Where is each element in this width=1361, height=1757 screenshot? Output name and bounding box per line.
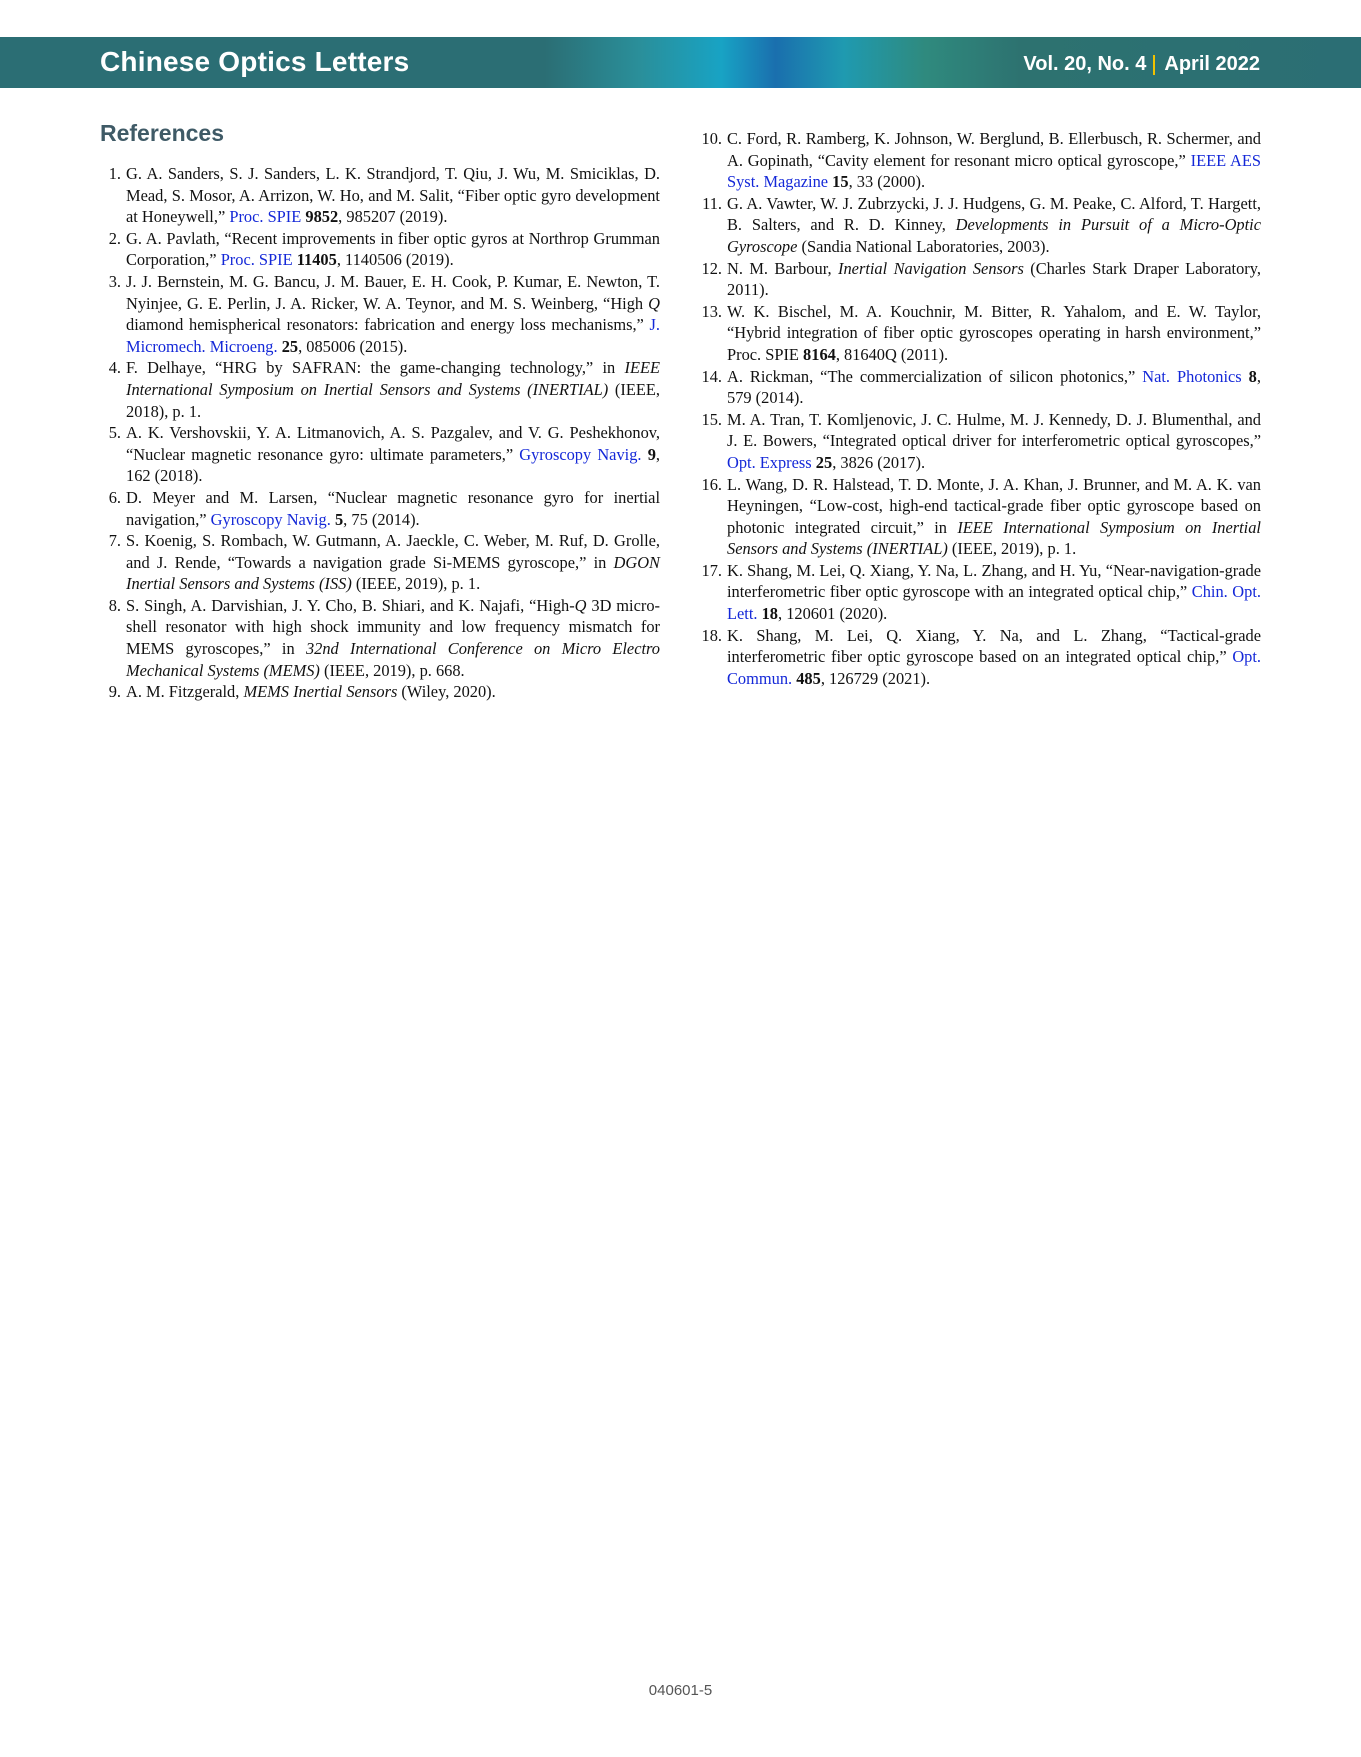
reference-text: A. M. Fitzgerald,: [126, 682, 244, 702]
reference-number: 16.: [701, 474, 722, 494]
reference-text: , 085006 (2015).: [298, 336, 408, 356]
reference-text: , 75 (2014).: [343, 509, 420, 529]
volume-number: 485: [796, 668, 821, 688]
journal-title: Chinese Optics Letters: [100, 46, 410, 77]
reference-text: G. A. Pavlath, “Recent improvements in fiber optic gyros at Northrop Grumman Corporation,”: [126, 228, 660, 270]
journal-link[interactable]: Nat. Photonics: [1142, 366, 1242, 386]
reference-number: 7.: [108, 531, 121, 551]
reference-text: (Wiley, 2020).: [397, 682, 496, 702]
volume-number: 11405: [296, 250, 337, 270]
reference-number: 4.: [108, 358, 121, 378]
reference-text: , 33 (2000).: [848, 172, 926, 192]
reference-text: , 162 (2018).: [126, 444, 660, 486]
italic-text: Q: [648, 293, 660, 313]
reference-number: 12.: [701, 258, 722, 278]
italic-text: MEMS Inertial Sensors: [243, 682, 398, 702]
reference-text: (IEEE, 2019), p. 1.: [947, 539, 1077, 559]
reference-number: 3.: [108, 271, 121, 291]
journal-link[interactable]: Proc. SPIE: [220, 250, 293, 270]
reference-number: 2.: [108, 228, 121, 248]
volume-number: 25: [815, 452, 833, 472]
volume-number: 9: [647, 444, 656, 464]
volume-number: 5: [334, 509, 344, 529]
reference-item: [697, 128, 1261, 193]
reference-number: 15.: [701, 409, 722, 429]
reference-text: A. Rickman, “The commercialization of silicon photonics,”: [727, 366, 1143, 386]
references-right-column: [697, 128, 1261, 689]
reference-text: , 126729 (2021).: [820, 668, 931, 688]
reference-number: 8.: [108, 595, 121, 615]
reference-text: K. Shang, M. Lei, Q. Xiang, Y. Na, L. Zhang, and H. Yu, “Near-navigation-grade interferometric fiber optic gyroscope with an integrated optical chip,”: [727, 560, 1261, 602]
reference-text: diamond hemispherical resonators: fabrication and energy loss mechanisms,”: [126, 315, 650, 335]
reference-item: [697, 560, 1261, 625]
reference-text: , 81640Q (2011).: [835, 344, 949, 364]
journal-link[interactable]: IEEE AES Syst. Magazine: [727, 150, 1261, 192]
reference-text: (IEEE, 2019), p. 1.: [351, 574, 481, 594]
section-title: References: [100, 120, 225, 146]
volume-number: 9852: [305, 207, 339, 227]
italic-text: IEEE International Symposium on Inertial Sensors and Systems (INERTIAL): [126, 358, 660, 399]
reference-text: M. A. Tran, T. Komljenovic, J. C. Hulme, M. J. Kennedy, D. J. Blumenthal, and J. E. Bowers, “Integrated optical driver for interferometric optical gyroscopes,”: [727, 409, 1261, 451]
reference-item: [100, 681, 660, 703]
reference-item: [100, 595, 660, 681]
reference-text: , 985207 (2019).: [338, 207, 448, 227]
reference-number: 5.: [108, 423, 121, 443]
reference-item: [100, 271, 660, 357]
volume-number: 25: [281, 336, 299, 356]
issue-separator: [1153, 55, 1155, 75]
reference-text: W. K. Bischel, M. A. Kouchnir, M. Bitter, R. Yahalom, and E. W. Taylor, “Hybrid integration of fiber optic gyroscopes operating in harsh environment,” Proc. SPIE: [727, 301, 1261, 364]
italic-text: DGON Inertial Sensors and Systems (ISS): [126, 552, 660, 594]
reference-text: C. Ford, R. Ramberg, K. Johnson, W. Berglund, B. Ellerbusch, R. Schermer, and A. Gopinath, “Cavity element for resonant micro optical gyroscope,”: [727, 129, 1261, 170]
reference-text: (IEEE, 2018), p. 1.: [126, 379, 660, 421]
reference-item: [100, 163, 660, 228]
reference-number: 10.: [701, 129, 722, 148]
journal-link[interactable]: Opt. Commun.: [727, 647, 1261, 688]
reference-text: S. Koenig, S. Rombach, W. Gutmann, A. Jaeckle, C. Weber, M. Ruf, D. Grolle, and J. Rende, “Towards a navigation grade Si-MEMS gyroscope,” in: [126, 531, 660, 572]
italic-text: Q: [574, 595, 587, 615]
volume-number: 8: [1248, 366, 1257, 386]
reference-number: 17.: [701, 560, 722, 580]
reference-number: 1.: [108, 164, 121, 183]
references-left-column: [100, 163, 660, 703]
reference-text: , 3826 (2017).: [832, 452, 926, 472]
reference-item: [697, 474, 1261, 560]
journal-link[interactable]: Gyroscopy Navig.: [210, 509, 331, 529]
reference-text: G. A. Sanders, S. J. Sanders, L. K. Strandjord, T. Qiu, J. Wu, M. Smiciklas, D. Mead, S. Mosor, A. Arrizon, W. Ho, and M. Salit, “Fiber optic gyro development at Honeywell,”: [126, 164, 660, 227]
reference-text: K. Shang, M. Lei, Q. Xiang, Y. Na, and L. Zhang, “Tactical-grade interferometric fiber optic gyroscope based on an integrated optical chip,”: [727, 625, 1261, 667]
reference-item: [697, 301, 1261, 366]
reference-text: (Charles Stark Draper Laboratory, 2011).: [727, 258, 1261, 300]
reference-text: L. Wang, D. R. Halstead, T. D. Monte, J. A. Khan, J. Brunner, and M. A. K. van Heyningen, “Low-cost, high-end tactical-grade fiber optic gyroscope based on photonic integrated circuit,” in: [727, 474, 1261, 537]
reference-text: N. M. Barbour,: [727, 258, 839, 278]
reference-number: 18.: [701, 625, 722, 645]
reference-number: 6.: [108, 487, 121, 507]
reference-text: 3D micro-shell resonator with high shock immunity and low frequency mismatch for MEMS gyroscopes,” in: [126, 595, 660, 659]
reference-text: [1242, 367, 1249, 386]
volume-number: 15: [832, 172, 849, 192]
journal-link[interactable]: Chin. Opt. Lett.: [727, 582, 1261, 624]
page-number: 040601-5: [648, 1682, 713, 1699]
reference-text: , 1140506 (2019).: [336, 250, 454, 270]
date-label: April 2022: [1164, 53, 1260, 75]
italic-text: 32nd International Conference on Micro Electro Mechanical Systems (MEMS): [126, 639, 660, 680]
volume-number: 8164: [803, 344, 836, 364]
reference-item: [697, 258, 1261, 301]
reference-text: S. Singh, A. Darvishian, J. Y. Cho, B. Shiari, and K. Najafi, “High-: [126, 595, 575, 615]
reference-text: , 579 (2014).: [727, 366, 1261, 408]
volume-label: Vol. 20, No. 4: [1023, 53, 1147, 75]
italic-text: IEEE International Symposium on Inertial Sensors and Systems (INERTIAL): [727, 517, 1261, 559]
reference-item: [100, 422, 660, 487]
reference-text: , 120601 (2020).: [778, 604, 888, 624]
reference-text: A. K. Vershovskii, Y. A. Litmanovich, A. S. Pazgalev, and V. G. Peshekhonov, “Nuclear magnetic resonance gyro: ultimate parameters,”: [126, 423, 660, 464]
volume-number: 18: [761, 604, 778, 624]
reference-item: [100, 530, 660, 595]
italic-text: Developments in Pursuit of a Micro-Optic Gyroscope: [727, 215, 1261, 256]
reference-item: [697, 625, 1261, 690]
journal-link[interactable]: J. Micromech. Microeng.: [126, 315, 660, 356]
reference-item: [100, 357, 660, 422]
reference-item: [697, 366, 1261, 409]
journal-link[interactable]: Proc. SPIE: [229, 207, 302, 227]
reference-item: [697, 409, 1261, 474]
reference-item: [100, 228, 660, 271]
italic-text: Inertial Navigation Sensors: [838, 258, 1024, 278]
issue-info: [1023, 53, 1260, 76]
reference-item: [697, 193, 1261, 258]
reference-text: F. Delhaye, “HRG by SAFRAN: the game-changing technology,” in: [126, 358, 625, 378]
reference-text: D. Meyer and M. Larsen, “Nuclear magnetic resonance gyro for inertial navigation,”: [126, 487, 660, 529]
reference-number: 13.: [701, 301, 722, 321]
reference-text: J. J. Bernstein, M. G. Bancu, J. M. Bauer, E. H. Cook, P. Kumar, E. Newton, T. Nyinjee, G. E. Perlin, J. A. Ricker, W. A. Teynor, and M. S. Weinberg, “High: [126, 271, 660, 313]
journal-link[interactable]: Opt. Express: [727, 452, 812, 472]
reference-item: [100, 487, 660, 530]
reference-number: 9.: [108, 682, 121, 702]
reference-number: 14.: [701, 366, 722, 386]
reference-number: 11.: [702, 193, 722, 213]
reference-text: (Sandia National Laboratories, 2003).: [797, 236, 1050, 256]
reference-text: G. A. Vawter, W. J. Zubrzycki, J. J. Hudgens, G. M. Peake, C. Alford, T. Hargett, B. Salters, and R. D. Kinney,: [727, 193, 1261, 235]
journal-link[interactable]: Gyroscopy Navig.: [519, 444, 642, 464]
reference-text: (IEEE, 2019), p. 668.: [319, 660, 465, 680]
